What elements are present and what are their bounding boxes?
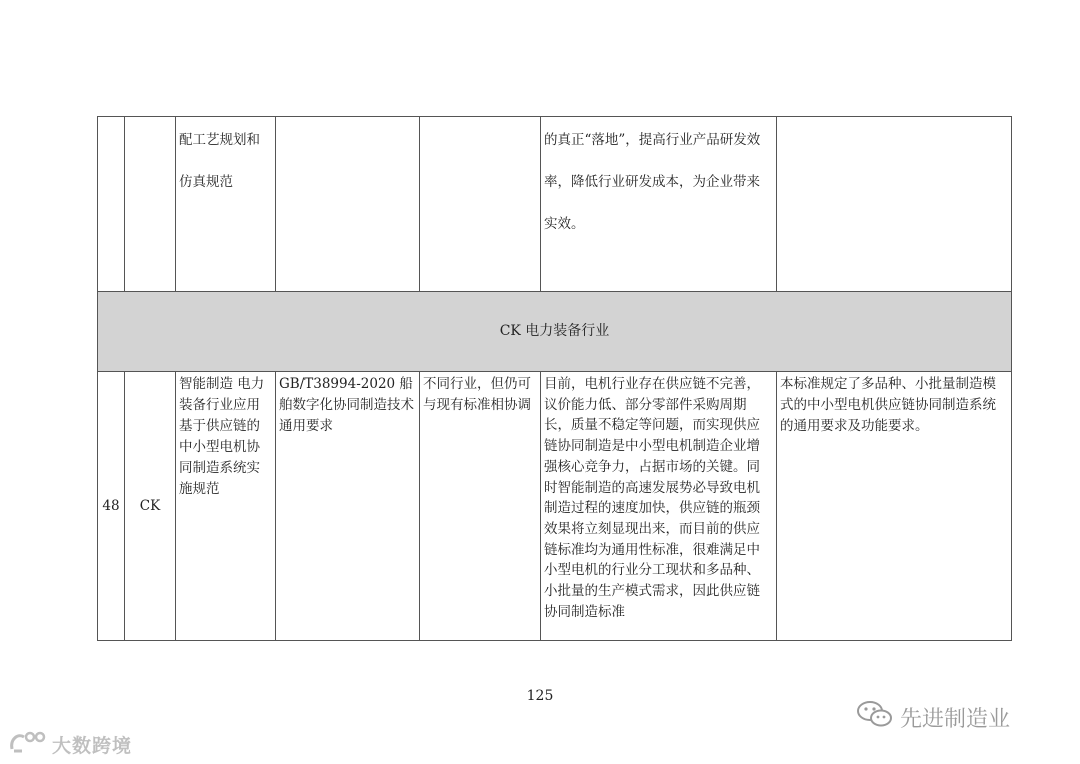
cell-content: 本标准规定了多品种、小批量制造模式的中小型电机供应链协同制造系统的通用要求及功能要求。	[777, 372, 1012, 641]
cell-name-text: 配工艺规划和 仿真规范	[179, 132, 260, 190]
watermark-left-text: 大数跨境	[52, 734, 133, 757]
cell-code: CK	[125, 372, 176, 641]
page-number: 125	[526, 688, 554, 704]
cell-notes	[420, 117, 541, 292]
watermark-right-text: 先进制造业	[900, 706, 1011, 732]
cell-no: 48	[98, 372, 125, 641]
standards-table	[97, 116, 1012, 641]
cell-background: 的真正“落地”，提高行业产品研发效率，降低行业研发成本，为企业带来实效。	[541, 117, 777, 292]
cell-code	[125, 117, 176, 292]
watermark-right	[856, 700, 1010, 734]
section-header: CK 电力装备行业	[98, 292, 1012, 372]
cell-related	[276, 117, 420, 292]
brand-logo-icon	[8, 729, 48, 760]
table-row	[98, 372, 1012, 641]
cell-background: 目前，电机行业存在供应链不完善，议价能力低、部分零部件采购周期长，质量不稳定等问题，而实现供应链协同制造是中小型电机制造企业增强核心竞争力，占据市场的关键。同时智能制造的高速发展势必导致电机制造过程的速度加快，供应链的瓶颈效果将立刻显现出来，而目前的供应链标准均为通用性标准，很难满足中小型电机的行业分工现状和多品种、小批量的生产模式需求，因此供应链协同制造标准	[541, 372, 777, 641]
cell-name	[176, 117, 276, 292]
watermark-left	[8, 728, 132, 760]
cell-related: GB/T38994-2020 船舶数字化协同制造技术通用要求	[276, 372, 420, 641]
cell-name: 智能制造 电力装备行业应用 基于供应链的中小型电机协同制造系统实施规范	[176, 372, 276, 641]
section-header-row	[98, 292, 1012, 372]
table-row	[98, 117, 1012, 292]
cell-content	[777, 117, 1012, 292]
cell-no	[98, 117, 125, 292]
wechat-icon	[856, 699, 894, 735]
cell-notes: 不同行业，但仍可与现有标准相协调	[420, 372, 541, 641]
